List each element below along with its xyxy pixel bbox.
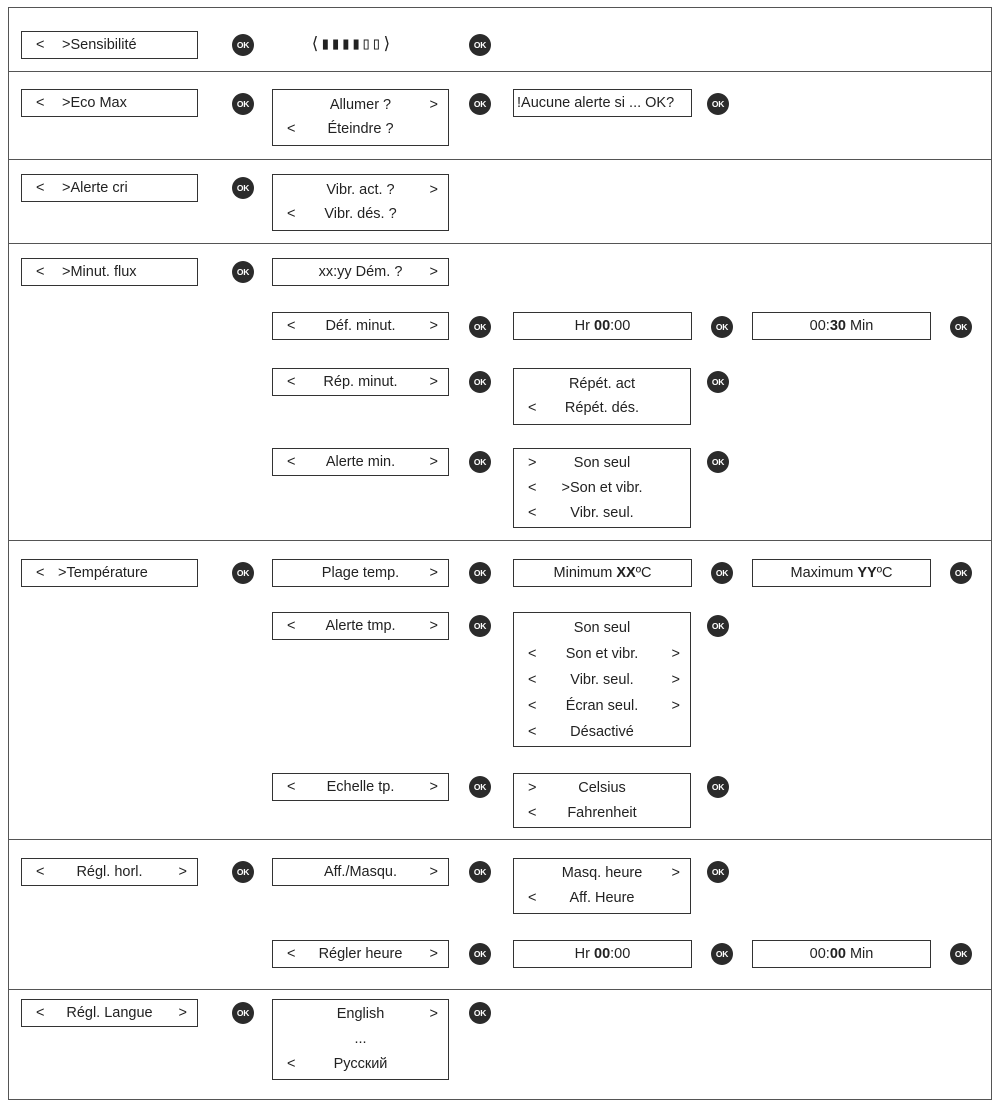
menu-diagram-frame bbox=[8, 7, 992, 1100]
ok-icon: OK bbox=[232, 1002, 254, 1024]
menu-label: >Sensibilité bbox=[62, 37, 137, 53]
regler-heure-item[interactable]: < Régler heure > bbox=[272, 940, 449, 968]
menu-label: >Alerte cri bbox=[62, 180, 128, 196]
ok-icon: OK bbox=[707, 615, 729, 637]
menu-sensibilite[interactable]: < >Sensibilité bbox=[21, 31, 198, 59]
clock-display-options[interactable]: Masq. heure > < Aff. Heure bbox=[513, 858, 691, 914]
ok-icon: OK bbox=[469, 615, 491, 637]
timer-minutes-field[interactable]: 00:30 Min bbox=[752, 312, 931, 340]
menu-label: >Température bbox=[58, 565, 148, 581]
ok-icon: OK bbox=[707, 776, 729, 798]
ok-icon: OK bbox=[469, 451, 491, 473]
section-divider bbox=[8, 989, 992, 990]
ok-icon: OK bbox=[469, 562, 491, 584]
ok-icon: OK bbox=[469, 943, 491, 965]
sensitivity-level-bar: ⟨▮▮▮▮▯▯⟩ bbox=[310, 34, 392, 54]
ok-icon: OK bbox=[469, 371, 491, 393]
timer-start[interactable]: xx:yy Dém. ? > bbox=[272, 258, 449, 286]
ok-icon: OK bbox=[469, 1002, 491, 1024]
menu-minut-flux[interactable]: < >Minut. flux bbox=[21, 258, 198, 286]
ok-icon: OK bbox=[950, 562, 972, 584]
ok-icon: OK bbox=[711, 316, 733, 338]
ok-icon: OK bbox=[232, 261, 254, 283]
rep-minut-item[interactable]: < Rép. minut. > bbox=[272, 368, 449, 396]
section-divider bbox=[8, 540, 992, 541]
aff-masqu-item[interactable]: Aff./Masqu. > bbox=[272, 858, 449, 886]
ok-icon: OK bbox=[711, 562, 733, 584]
eco-max-warning: !Aucune alerte si ... OK? bbox=[513, 89, 692, 117]
ok-icon: OK bbox=[707, 861, 729, 883]
ok-icon: OK bbox=[232, 34, 254, 56]
section-divider bbox=[8, 71, 992, 72]
menu-alerte-cri[interactable]: < >Alerte cri bbox=[21, 174, 198, 202]
ok-icon: OK bbox=[950, 316, 972, 338]
menu-eco-max[interactable]: < >Eco Max bbox=[21, 89, 198, 117]
section-divider bbox=[8, 159, 992, 160]
ok-icon: OK bbox=[711, 943, 733, 965]
menu-label: >Minut. flux bbox=[62, 264, 137, 280]
ok-icon: OK bbox=[469, 93, 491, 115]
plage-temp-item[interactable]: Plage temp. > bbox=[272, 559, 449, 587]
ok-icon: OK bbox=[707, 451, 729, 473]
menu-label: >Eco Max bbox=[62, 95, 127, 111]
section-divider bbox=[8, 839, 992, 840]
menu-label: Régl. Langue bbox=[66, 1005, 153, 1021]
eco-max-options[interactable]: Allumer ? > < Éteindre ? bbox=[272, 89, 449, 146]
ok-icon: OK bbox=[469, 776, 491, 798]
section-divider bbox=[8, 243, 992, 244]
ok-icon: OK bbox=[950, 943, 972, 965]
ok-icon: OK bbox=[469, 316, 491, 338]
repeat-options[interactable]: Répét. act < Répét. dés. bbox=[513, 368, 691, 425]
temp-maximum-field[interactable]: Maximum YYºC bbox=[752, 559, 931, 587]
menu-regl-horl[interactable]: < Régl. horl. > bbox=[21, 858, 198, 886]
ok-icon: OK bbox=[232, 93, 254, 115]
def-minut-item[interactable]: < Déf. minut. > bbox=[272, 312, 449, 340]
temp-scale-options[interactable]: > Celsius < Fahrenheit bbox=[513, 773, 691, 828]
ok-icon: OK bbox=[232, 177, 254, 199]
menu-regl-langue[interactable]: < Régl. Langue > bbox=[21, 999, 198, 1027]
clock-hours-field[interactable]: Hr 00:00 bbox=[513, 940, 692, 968]
language-options[interactable]: English > ... < Русский bbox=[272, 999, 449, 1080]
clock-minutes-field[interactable]: 00:00 Min bbox=[752, 940, 931, 968]
menu-label: Régl. horl. bbox=[76, 864, 143, 880]
ok-icon: OK bbox=[707, 371, 729, 393]
ok-icon: OK bbox=[469, 861, 491, 883]
alerte-cri-options[interactable]: Vibr. act. ? > < Vibr. dés. ? bbox=[272, 174, 449, 231]
temp-alert-options[interactable]: Son seul < Son et vibr. > < Vibr. seul. > < Écran seul. > < Désactivé bbox=[513, 612, 691, 747]
ok-icon: OK bbox=[469, 34, 491, 56]
alerte-min-item[interactable]: < Alerte min. > bbox=[272, 448, 449, 476]
timer-hours-field[interactable]: Hr 00:00 bbox=[513, 312, 692, 340]
ok-icon: OK bbox=[232, 861, 254, 883]
ok-icon: OK bbox=[707, 93, 729, 115]
menu-temperature[interactable]: < >Température bbox=[21, 559, 198, 587]
alerte-tmp-item[interactable]: < Alerte tmp. > bbox=[272, 612, 449, 640]
ok-icon: OK bbox=[232, 562, 254, 584]
temp-minimum-field[interactable]: Minimum XXºC bbox=[513, 559, 692, 587]
echelle-tp-item[interactable]: < Echelle tp. > bbox=[272, 773, 449, 801]
timer-alert-options[interactable]: > Son seul < >Son et vibr. < Vibr. seul. bbox=[513, 448, 691, 528]
